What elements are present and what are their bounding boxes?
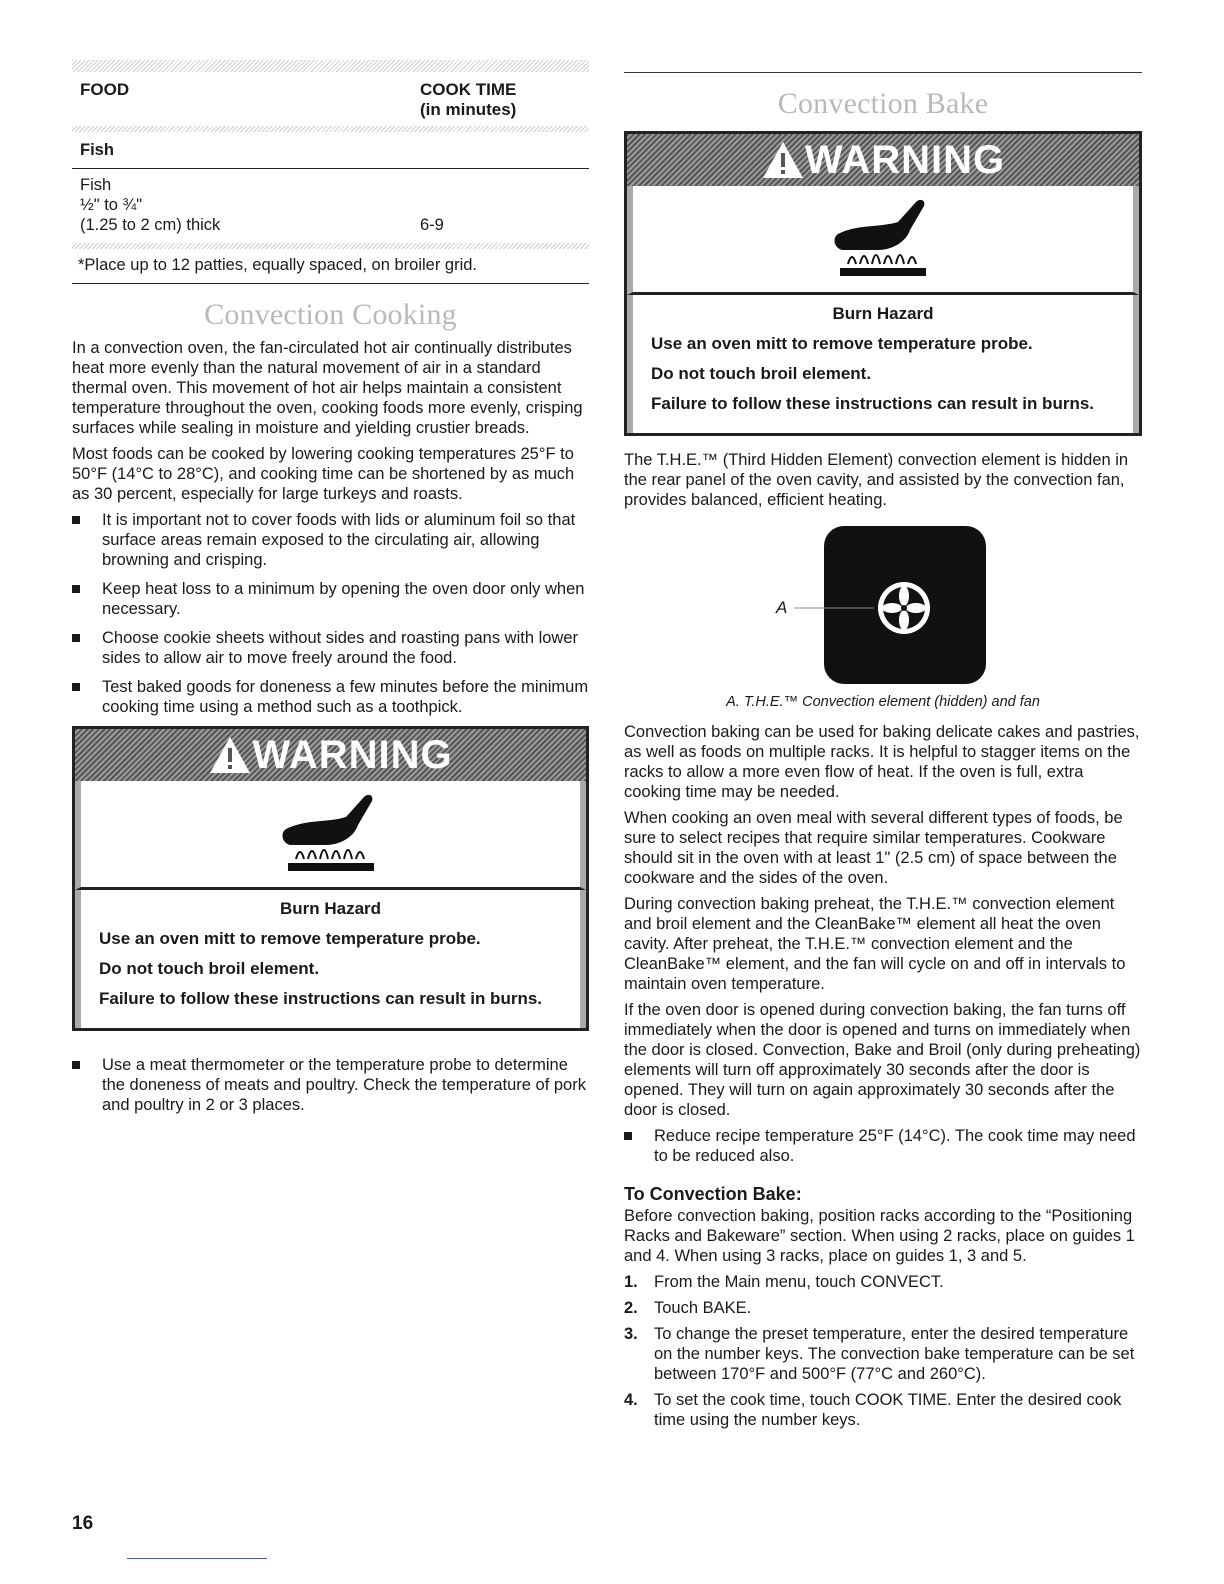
list-item: Reduce recipe temperature 25°F (14°C). The cook time may need to be reduced also. [624, 1126, 1142, 1166]
bullet-icon [72, 516, 80, 524]
list-item: Choose cookie sheets without sides and roasting pans with lower sides to allow air to move freely around the food. [72, 628, 589, 668]
list-item: 1. From the Main menu, touch CONVECT. [624, 1273, 944, 1291]
convection-bake-p6: Before convection baking, position racks according to the “Positioning Racks and Bakeware” section. When using 2 racks, place on guides 1 and 4. When using 3 racks, place on guides 1, 3 and 5. [624, 1207, 1135, 1265]
figure-label-a: A [776, 598, 788, 617]
burn-hazard-icon [828, 194, 938, 284]
warning-box-right [624, 131, 1142, 436]
bullet-icon [72, 585, 80, 593]
convection-bake-steps [624, 1272, 1142, 1430]
to-convection-bake-heading: To Convection Bake: [624, 1184, 802, 1204]
list-item: 3. To change the preset temperature, enter the desired temperature on the number keys. The convection bake temperature can be set between 170°F and 500°F (77°C and 260°C). [624, 1325, 1135, 1383]
bullet-icon [72, 634, 80, 642]
warning-line-2: Do not touch broil element. [651, 364, 872, 383]
warning-banner: WARNING [627, 134, 1139, 186]
list-item: Use a meat thermometer or the temperature probe to determine the doneness of meats and poultry. Check the temperature of pork and poultry in 2 or 3 places. [72, 1055, 589, 1115]
warning-box-left [72, 726, 589, 1031]
warning-line-1: Use an oven mitt to remove temperature probe. [651, 334, 1033, 353]
page-number: 16 [72, 1513, 94, 1534]
figure-caption: A. T.H.E.™ Convection element (hidden) and fan [726, 694, 1040, 710]
table-top-rule [72, 60, 589, 72]
right-column [624, 60, 1142, 1436]
warning-line-2: Do not touch broil element. [99, 959, 320, 978]
table-row [72, 169, 589, 243]
warning-line-3: Failure to follow these instructions can result in burns. [651, 394, 1095, 413]
table-header [72, 72, 589, 126]
convection-bake-p3: When cooking an oven meal with several different types of foods, be sure to select recipes that require similar temperatures. Cookware should sit in the oven with at least 1" (2.5 cm) of space between the cookware and the sides of the oven. [624, 809, 1123, 887]
convection-cooking-p2: Most foods can be cooked by lowering cooking temperatures 25°F to 50°F (14°C to 28°C), and cooking time can be shortened by as much as 30 percent, especially for large turkeys and roasts. [72, 445, 575, 503]
burn-hazard-icon [276, 789, 386, 879]
bullet-icon [624, 1132, 632, 1140]
convection-bake-p4: During convection baking preheat, the T.H.E.™ convection element and broil element and the CleanBake™ element all heat the oven cavity. After preheat, the T.H.E.™ convection element and the CleanBake™ element, and the fan will cycle on and off in intervals to maintain oven temperature. [624, 895, 1126, 993]
convection-bake-p1: The T.H.E.™ (Third Hidden Element) convection element is hidden in the rear panel of the oven cavity, and assisted by the convection fan, provides balanced, efficient heating. [624, 451, 1129, 509]
table-header-food: FOOD [80, 80, 130, 99]
convection-bake-bullets [624, 1126, 1142, 1166]
list-item: It is important not to cover foods with lids or aluminum foil so that surface areas remain exposed to the circulating air, allowing browning and crisping. [72, 510, 589, 570]
warning-line-3: Failure to follow these instructions can result in burns. [99, 989, 543, 1008]
table-group-fish: Fish [72, 132, 589, 169]
table-header-cooktime: COOK TIME (in minutes) [420, 80, 517, 119]
convection-bake-p2: Convection baking can be used for baking delicate cakes and pastries, as well as foods on multiple racks. It is helpful to stagger items on the racks to allow a more even flow of heat. If the oven is full, extra cooking time may be needed. [624, 723, 1140, 801]
list-item: Keep heat loss to a minimum by opening the oven door only when necessary. [72, 579, 589, 619]
warning-hazard: Burn Hazard [832, 304, 934, 323]
list-item: 4. To set the cook time, touch COOK TIME. Enter the desired cook time using the number keys. [624, 1391, 1122, 1429]
warning-triangle-icon [208, 735, 252, 775]
bullet-icon [72, 683, 80, 691]
list-item: 2. Touch BAKE. [624, 1299, 752, 1317]
left-column [72, 60, 589, 1124]
warning-triangle-icon [761, 140, 805, 180]
right-top-rule [624, 72, 1142, 73]
oven-fan-illustration [624, 516, 1142, 692]
table-note: *Place up to 12 patties, equally spaced, on broiler grid. [72, 249, 589, 284]
bullet-icon [72, 1061, 80, 1069]
convection-cooking-p1: In a convection oven, the fan-circulated hot air continually distributes heat more evenly than the natural movement of air in a standard thermal oven. This movement of hot air helps maintain a consistent temperature throughout the oven, cooking foods more evenly, crisping surfaces while sealing in moisture and yielding crustier breads. [72, 339, 583, 437]
footer-rule [127, 1558, 267, 1559]
convection-bake-title: Convection Bake [777, 87, 989, 120]
convection-cooking-bullets [72, 510, 589, 717]
table-cell-food: Fish ½" to ¾" (1.25 to 2 cm) thick [80, 176, 221, 234]
the-element-figure [624, 516, 1142, 692]
table-cell-time: 6-9 [420, 216, 444, 234]
convection-bake-p5: If the oven door is opened during convection baking, the fan turns off immediately when the door is opened and turns on immediately when the door is closed. Convection, Bake and Broil (only during preheating) elements will turn off approximately 30 seconds after the door is opened. They will turn on again approximately 30 seconds after the door is closed. [624, 1001, 1141, 1119]
convection-cooking-title: Convection Cooking [204, 298, 457, 331]
convection-cooking-bullets-after [72, 1055, 589, 1115]
warning-hazard: Burn Hazard [279, 899, 382, 918]
list-item: Test baked goods for doneness a few minutes before the minimum cooking time using a method such as a toothpick. [72, 677, 589, 717]
warning-line-1: Use an oven mitt to remove temperature probe. [99, 929, 481, 948]
warning-banner: WARNING [75, 729, 586, 781]
